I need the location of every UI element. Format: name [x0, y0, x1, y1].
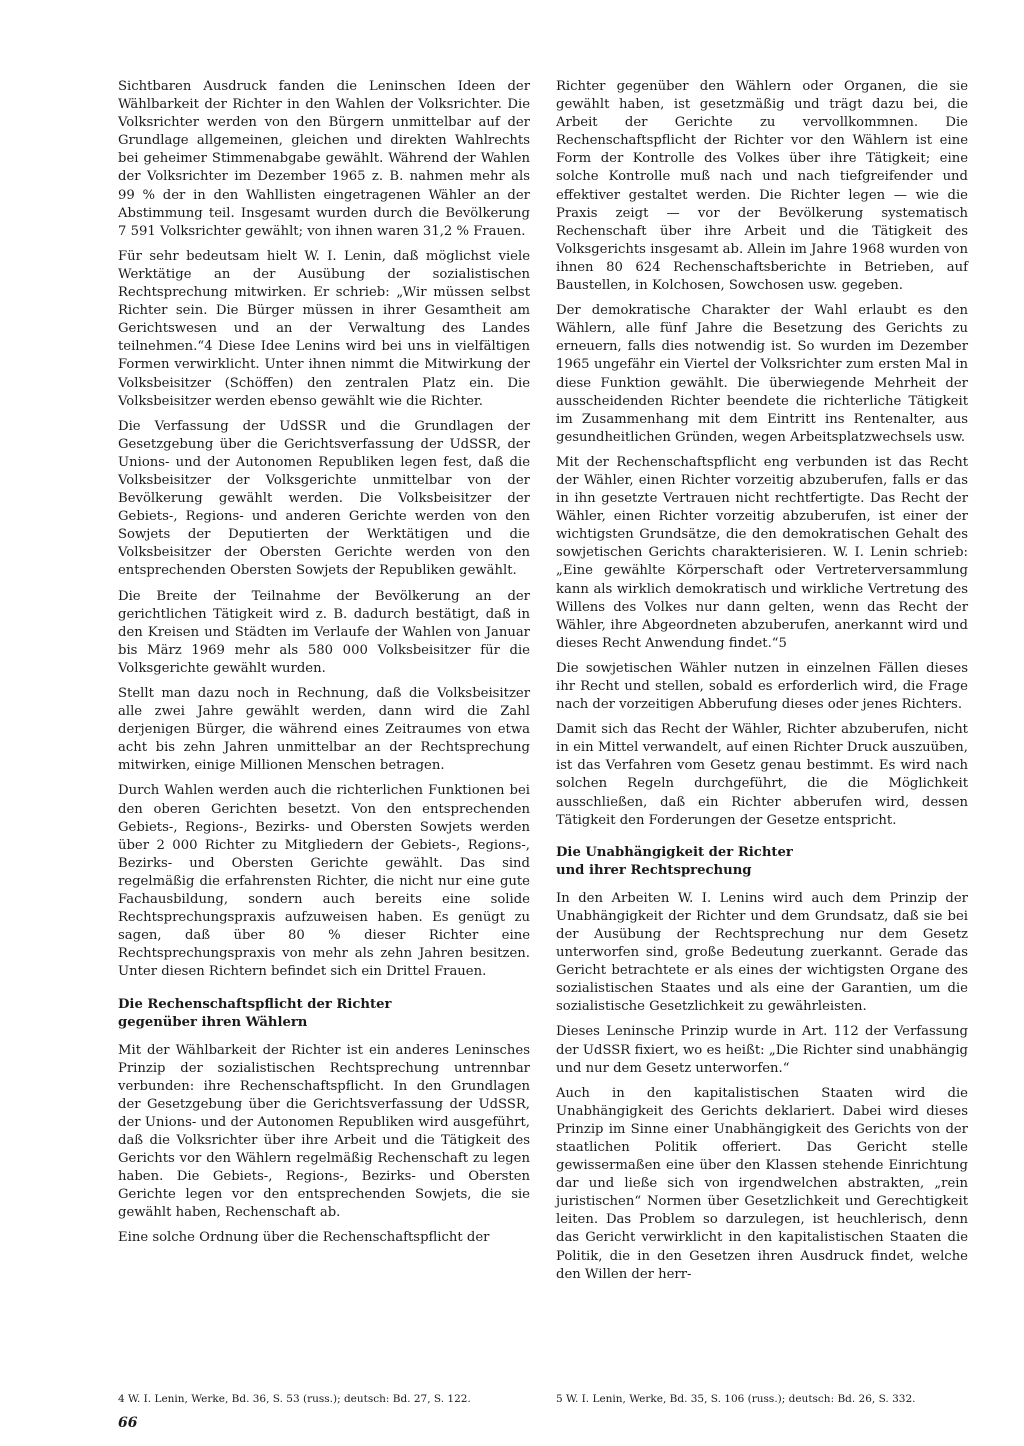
section-heading-accountability [118, 996, 530, 1032]
left-paragraph: Stellt man dazu noch in Rechnung, daß die Volksbeisitzer alle zwei Jahre gewählt werden, dann wird die Zahl derjenigen Bürger, die während eines Zeitraumes von etwa acht bis zehn Jahren unmittelbar an der Rechtsprechung mitwirken, einige Millionen Menschen betragen. [118, 686, 530, 774]
left-column [118, 78, 530, 1255]
right-paragraph: Dieses Leninsche Prinzip wurde in Art. 112 der Verfassung der UdSSR fixiert, wo es heißt: „Die Richter sind unabhängig und nur dem Gesetz unterworfen.“ [556, 1024, 968, 1076]
left-paragraph: Für sehr bedeutsam hielt W. I. Lenin, daß möglichst viele Werktätige an der Ausübung der sozialistischen Rechtsprechung mitwirken. Er schrieb: „Wir müssen selbst Richter sein. Die Bürger müssen in ihrer Gesamtheit am Gerichtswesen und an der Verwaltung des Landes teilnehmen.“4 Diese Idee Lenins wird bei uns in vielfältigen Formen verwirklicht. Unter ihnen nimmt die Mitwirkung der Volksbeisitzer (Schöffen) den zentralen Platz ein. Die Volksbeisitzer werden ebenso gewählt wie die Richter. [118, 248, 530, 409]
right-column [556, 78, 968, 1291]
right-paragraph: Der demokratische Charakter der Wahl erlaubt es den Wählern, alle fünf Jahre die Besetzung des Gerichts zu erneuern, falls dies notwendig ist. So wurden im Dezember 1965 ungefähr ein Viertel der Volksrichter zum ersten Mal in diese Funktion gewählt. Die überwiegende Mehrheit der ausscheidenden Richter beendete die richterliche Tätigkeit im Zusammenhang mit dem Eintritt ins Rentenalter, aus gesundheitlichen Gründen, wegen Arbeitsplatzwechsels usw. [556, 303, 968, 445]
right-paragraph: Mit der Rechenschaftspflicht eng verbunden ist das Recht der Wähler, einen Richter vorzeitig abzuberufen, falls er das in ihn gesetzte Vertrauen nicht rechtfertigte. Das Recht der Wähler, einen Richter vorzeitig abzuberufen, ist einer der wichtigsten Grundsätze, die den demokratischen Gehalt des sowjetischen Gerichts charakterisieren. W. I. Lenin schrieb: „Eine gewählte Körperschaft oder Vertreterversammlung kann als wirklich demokratisch und wirkliche Vertretung des Willens des Volkes nur dann gelten, wenn das Recht der Wähler, ihre Abgeordneten abzuberufen, anerkannt wird und dieses Recht Anwendung findet.“5 [556, 454, 968, 651]
left-paragraph: Die Verfassung der UdSSR und die Grundlagen der Gesetzgebung über die Gerichtsverfassung der UdSSR, der Unions- und der Autonomen Republiken legen fest, daß die Volksbeisitzer der Volksgerichte unmittelbar von der Bevölkerung gewählt werden. Die Volksbeisitzer der Gebiets-, Regions- und anderen Gerichte werden von den Sowjets der Deputierten der Werktätigen und die Volksbeisitzer der Obersten Gerichte werden von den entsprechenden Obersten Sowjets der Republiken gewählt. [118, 418, 530, 579]
heading-line: Die Unabhängigkeit der Richter [556, 844, 793, 860]
heading-line: Die Rechenschaftspflicht der Richter [118, 996, 392, 1012]
heading-line: gegenüber ihren Wählern [118, 1014, 308, 1030]
right-paragraph: Richter gegenüber den Wählern oder Organen, die sie gewählt haben, ist gesetzmäßig und trägt dazu bei, die Arbeit der Gerichte zu vervollkommnen. Die Rechenschaftspflicht der Richter vor den Wählern ist eine Form der Kontrolle des Volkes über ihre Tätigkeit; eine solche Kontrolle muß nach und nach tiefgreifender und effektiver gestaltet werden. Die Richter legen — wie die Praxis zeigt — vor der Bevölkerung systematisch Rechenschaft über ihre Arbeit und die Tätigkeit des Volksgerichts insgesamt ab. Allein im Jahre 1968 wurden von ihnen 80 624 Rechenschaftsberichte in Betrieben, auf Baustellen, in Kolchosen, Sowchosen usw. gegeben. [556, 79, 968, 294]
right-paragraph: Damit sich das Recht der Wähler, Richter abzuberufen, nicht in ein Mittel verwandelt, auf einen Richter Druck auszuüben, ist das Verfahren vom Gesetz genau bestimmt. Es wird nach solchen Regeln durchgeführt, die die Möglichkeit ausschließen, daß ein Richter abberufen wird, dessen Tätigkeit den Forderungen der Gesetze entspricht. [556, 722, 968, 828]
page-number: 66 [118, 1415, 138, 1431]
footnote-4: 4 W. I. Lenin, Werke, Bd. 36, S. 53 (russ.); deutsch: Bd. 27, S. 122. [118, 1393, 471, 1405]
footnote-5: 5 W. I. Lenin, Werke, Bd. 35, S. 106 (russ.); deutsch: Bd. 26, S. 332. [556, 1393, 916, 1405]
right-paragraph: In den Arbeiten W. I. Lenins wird auch dem Prinzip der Unabhängigkeit der Richter und dem Grundsatz, daß sie bei der Ausübung der Rechtsprechung nur dem Gesetz unterworfen sind, große Bedeutung zuerkannt. Gerade das Gericht betrachtete er als eines der wichtigsten Organe des sozialistischen Staates und als eine der Garantien, um die sozialistische Gesetzlichkeit zu gewährleisten. [556, 890, 968, 1015]
left-paragraph: Mit der Wählbarkeit der Richter ist ein anderes Leninsches Prinzip der sozialistischen Rechtsprechung untrennbar verbunden: ihre Rechenschaftspflicht. In den Grundlagen der Gesetzgebung über die Gerichtsverfassung der UdSSR, der Unions- und der Autonomen Republiken wird ausgeführt, daß die Volksrichter über ihre Arbeit und die Tätigkeit des Gerichts vor den Wählern regelmäßig Rechenschaft zu legen haben. Die Gebiets-, Regions-, Bezirks- und Obersten Gerichte legen vor den entsprechenden Sowjets, die sie gewählt haben, Rechenschaft ab. [118, 1042, 530, 1221]
right-paragraph: Die sowjetischen Wähler nutzen in einzelnen Fällen dieses ihr Recht und stellen, sobald es erforderlich wird, die Frage nach der vorzeitigen Abberufung dieses oder jenes Richters. [556, 660, 968, 713]
section-heading-independence [556, 844, 968, 880]
left-paragraph: Durch Wahlen werden auch die richterlichen Funktionen bei den oberen Gerichten besetzt. Von den entsprechenden Gebiets-, Regions-, Bezirks- und Obersten Sowjets werden über 2 000 Richter zu Mitgliedern der Gebiets-, Regions-, Bezirks- und Obersten Gerichte gewählt. Das sind regelmäßig die erfahrensten Richter, die nicht nur eine gute Fachausbildung, sondern auch bereits eine solide Rechtsprechungspraxis aufzuweisen haben. Es genügt zu sagen, daß über 80 % dieser Richter eine Rechtsprechungspraxis von mehr als zehn Jahren besitzen. Unter diesen Richtern befindet sich ein Drittel Frauen. [118, 783, 530, 980]
right-paragraph: Auch in den kapitalistischen Staaten wird die Unabhängigkeit des Gerichts deklariert. Dabei wird dieses Prinzip im Sinne einer Unabhängigkeit des Gerichts von der staatlichen Politik offeriert. Das Gericht stelle gewissermaßen eine über den Klassen stehende Einrichtung dar und ließe sich von irgendwelchen abstrakten, „rein juristischen“ Normen über Gesetzlichkeit und Gerechtigkeit leiten. Das Problem so darzulegen, ist heuchlerisch, denn das Gericht verwirklicht in den kapitalistischen Staaten die Politik, die in den Gesetzen ihren Ausdruck findet, welche den Willen der herr- [556, 1085, 968, 1282]
left-paragraph: Sichtbaren Ausdruck fanden die Leninschen Ideen der Wählbarkeit der Richter in den Wahlen der Volksrichter. Die Volksrichter werden von den Bürgern unmittelbar auf der Grundlage allgemeinen, gleichen und direkten Wahlrechts bei geheimer Stimmenabgabe gewählt. Während der Wahlen der Volksrichter im Dezember 1965 z. B. nahmen mehr als 99 % der in den Wahllisten eingetragenen Wähler an der Abstimmung teil. Insgesamt wurden durch die Bevölkerung 7 591 Volksrichter gewählt; von ihnen waren 31,2 % Frauen. [118, 79, 530, 239]
left-paragraph: Eine solche Ordnung über die Rechenschaftspflicht der [118, 1230, 490, 1246]
left-paragraph: Die Breite der Teilnahme der Bevölkerung an der gerichtlichen Tätigkeit wird z. B. dadurch bestätigt, daß in den Kreisen und Städten im Verlaufe der Wahlen von Januar bis März 1969 mehr als 580 000 Volksbeisitzer für die Volksgerichte gewählt wurden. [118, 588, 530, 676]
heading-line: und ihrer Rechtsprechung [556, 862, 752, 878]
